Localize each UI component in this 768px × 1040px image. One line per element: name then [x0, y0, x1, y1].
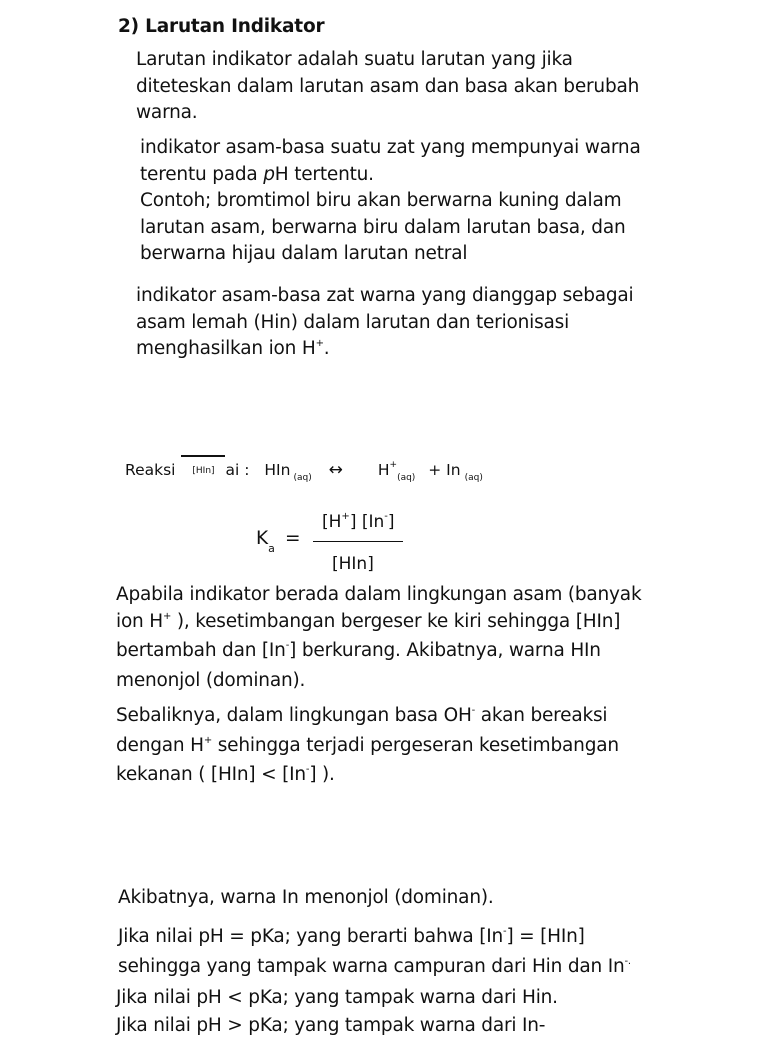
text-line: dengan H+ sehingga terjadi pergeseran kesetimbangan: [116, 734, 619, 756]
paragraph-basic-environment: [116, 703, 619, 792]
text-line: berwarna hijau dalam larutan netral: [140, 243, 468, 264]
text-line: Contoh; bromtimol biru akan berwarna kuning dalam: [140, 190, 622, 211]
reactant-state: (aq): [293, 473, 312, 483]
text-line: diteteskan dalam larutan asam dan basa akan berubah: [136, 75, 640, 97]
product-h-state: (aq): [397, 473, 416, 483]
ka-denominator: [HIn]: [332, 554, 374, 574]
text-line: warna.: [136, 102, 198, 123]
ka-symbol: $K_a$: [256, 528, 275, 555]
text-line: kekanan ( [HIn] < [In-] ).: [116, 764, 335, 785]
paragraph-ph-greater-pka: Jika nilai pH > pKa; yang tampak warna dari In-: [116, 1015, 546, 1036]
paragraph-in-dominant: Akibatnya, warna In menonjol (dominan).: [118, 887, 494, 908]
equilibrium-arrow: ↔: [328, 460, 343, 480]
reaction-label: Reaksi: [125, 461, 176, 479]
text-line: Jika nilai pH = pKa; yang berarti bahwa [In-] = [HIn]: [118, 926, 585, 947]
fraction-bar: [313, 541, 403, 542]
text-line: indikator asam-basa suatu zat yang mempunyai warna: [140, 137, 641, 158]
text-line: Larutan indikator adalah suatu larutan yang jika: [136, 49, 573, 70]
text-line: menonjol (dominan).: [116, 669, 306, 691]
reactant: HIn: [264, 461, 291, 479]
paragraph-definition: [136, 47, 639, 127]
text-line: menghasilkan ion H+.: [136, 338, 330, 359]
ka-equals: =: [285, 528, 301, 549]
hin-box: [HIn]: [192, 466, 215, 476]
product-in-state: (aq): [464, 473, 483, 483]
text-line: indikator asam-basa zat warna yang dianggap sebagai: [136, 285, 634, 306]
text-line: bertambah dan [In-] berkurang. Akibatnya, warna HIn: [116, 640, 601, 661]
text-line: terentu pada pH tertentu.: [140, 163, 374, 185]
reaction-equation: [125, 460, 483, 483]
overbar-line: [181, 455, 225, 457]
text-line: ion H+ ), kesetimbangan bergeser ke kiri sehingga [HIn]: [116, 610, 621, 632]
product-h: H: [377, 461, 390, 479]
section-heading: 2) Larutan Indikator: [118, 16, 325, 37]
paragraph-weak-acid: [136, 283, 634, 366]
product-in: + In: [428, 461, 461, 479]
paragraph-ph-less-pka: Jika nilai pH < pKa; yang tampak warna dari Hin.: [116, 987, 558, 1008]
ka-numerator: [H+] [In-]: [322, 511, 395, 532]
text-line: sehingga yang tampak warna campuran dari Hin dan In-.: [118, 955, 631, 977]
text-line: asam lemah (Hin) dalam larutan dan terionisasi: [136, 311, 570, 333]
text-line: Apabila indikator berada dalam lingkungan asam (banyak: [116, 584, 642, 605]
paragraph-acidic-environment: [116, 582, 641, 694]
text-line: Sebaliknya, dalam lingkungan basa OH- akan bereaksi: [116, 705, 608, 726]
text-line: larutan asam, berwarna biru dalam larutan basa, dan: [140, 216, 626, 238]
paragraph-indicator-example: [140, 135, 641, 268]
paragraph-ph-equals-pka: [118, 924, 631, 983]
product-h-charge: +: [389, 460, 398, 470]
reaction-suffix: ai :: [225, 461, 250, 479]
